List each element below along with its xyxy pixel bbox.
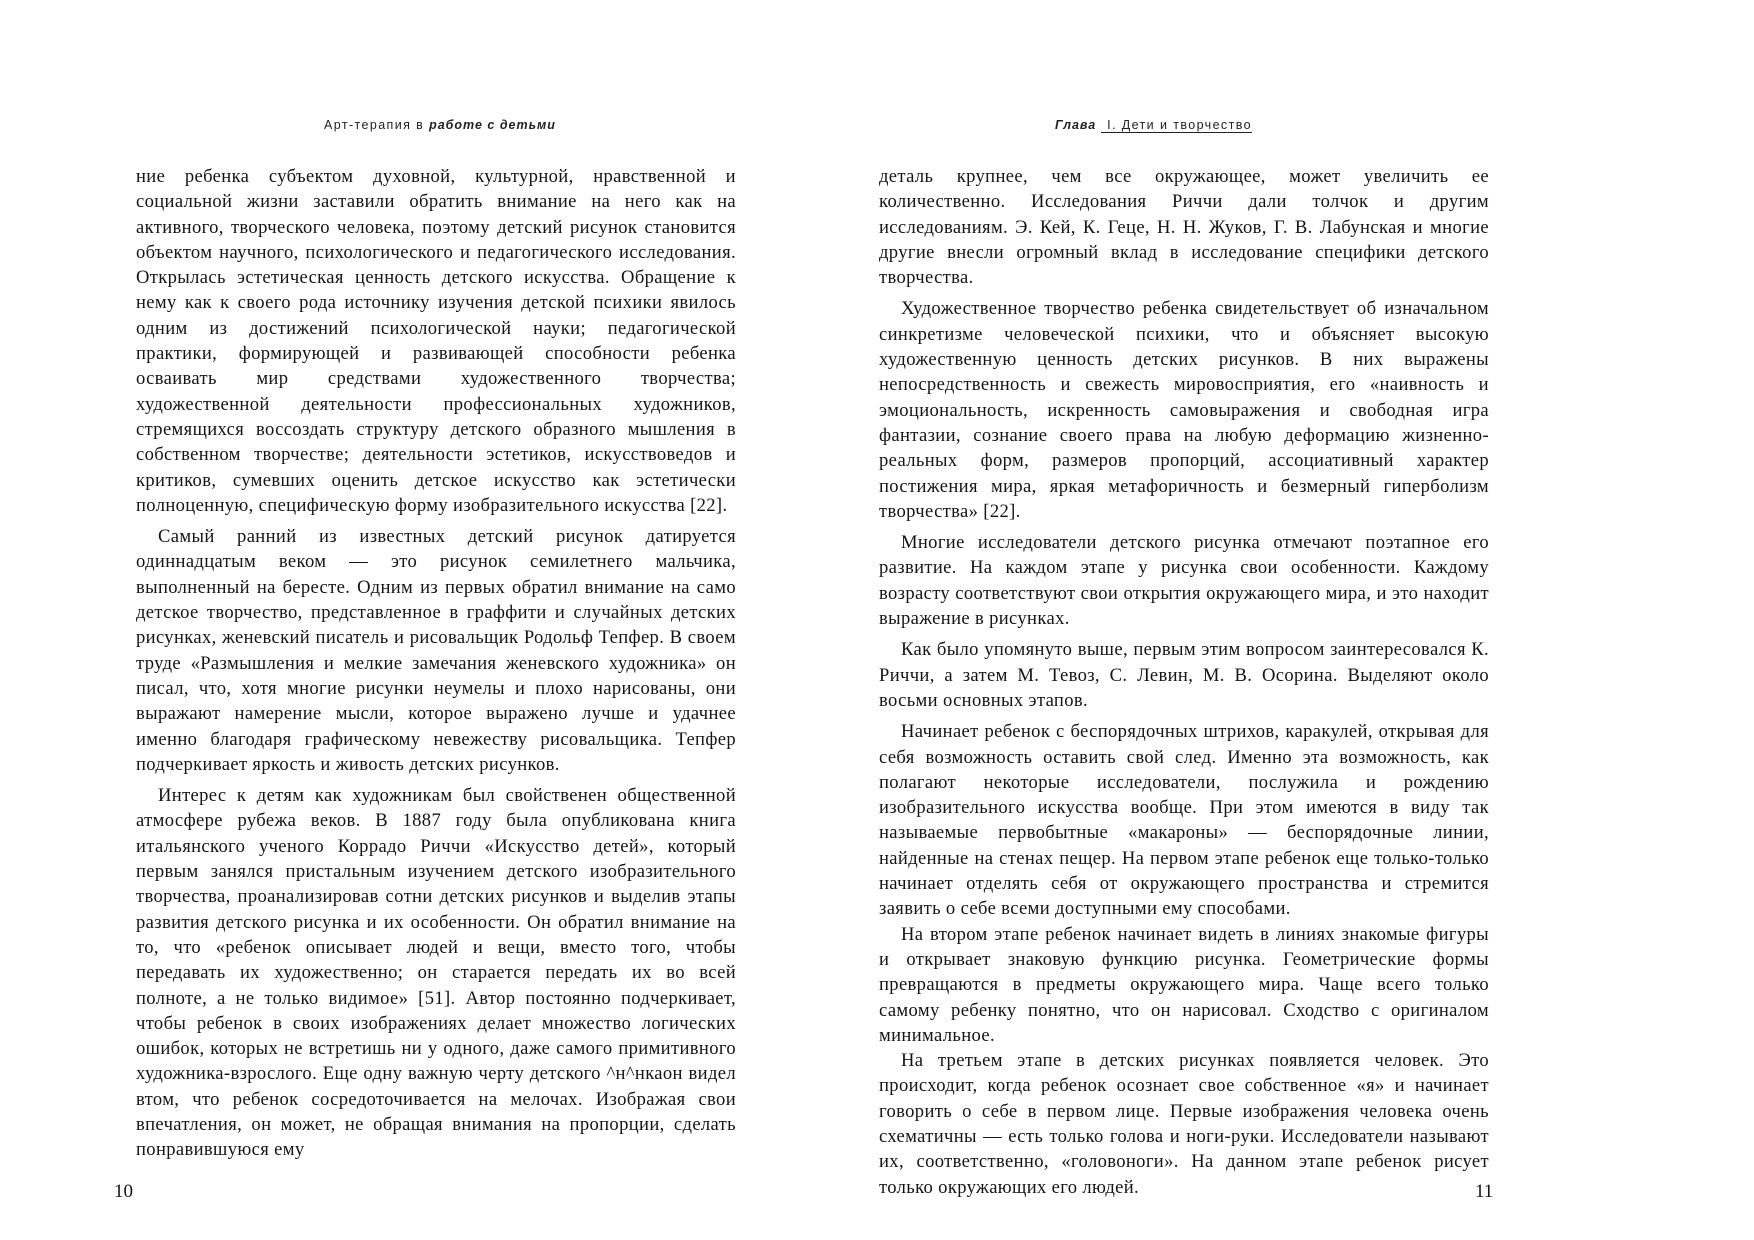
paragraph: ние ребенка субъектом духовной, культурной, нравственной и социальной жизни заставили обратить внимание на него как на активного, творческого человека, поэтому детский рисунок становится объектом научного, психологического и педагогического исследования. Открылась эстетическая ценность детского искусства. Обращение к нему как к своего рода источнику изучения детской психики явилось одним из достижений психологической науки; педагогической практики, формирующей и развивающей способности ребенка осваивать мир средствами художественного творчества; художественной деятельности профессиональных художников, стремящихся воссоздать структуру детского образного мышления в собственном творчестве; деятельности эстетиков, искусствоведов и критиков, сумевших оценить детское искусство как эстетически полноценную, специфическую форму изобразительного искусства [22]. xyxy=(136,166,736,516)
running-head-chapter-word: Глава xyxy=(1055,118,1097,132)
running-head-chapter-title: I. Дети и творчество xyxy=(1101,118,1252,133)
running-head-book-title: Арт-терапия в xyxy=(324,118,430,132)
paragraph: Художественное творчество ребенка свидетельствует об изначальном синкретизме человеческой психики, что и объясняет высокую художественную ценность детских рисунков. В них выражены непосредственность и свежесть мировосприятия, его «наивность и эмоциональность, искренность самовыражения и свободная игра фантазии, сознание своего права на любую деформацию жизненно-реальных форм, размеров пропорций, ассоциативный характер постижения мира, яркая метафоричность и безмерный гиперболизм творчества» [22]. xyxy=(879,298,1489,522)
paragraph: Интерес к детям как художникам был свойственен общественной атмосфере рубежа веков. В 1887 году была опубликована книга итальянского ученого Коррадо Риччи «Искусство детей», который первым занялся пристальным изучением детского изобразительного творчества, проанализировав сотни детских рисунков и выделив этапы развития детского рисунка и их особенности. Он обратил внимание на то, что «ребенок описывает людей и вещи, вместо того, чтобы передавать их художественно; он старается передать их во всей полноте, а не только видимое» [51]. Автор постоянно подчеркивает, чтобы ребенок в своих изображениях делает множество логических ошибок, которых не встретишь ни у одного, даже самого примитивного художника-взрослого. Еще одну важную черту детского ^н^нкаон видел втом, что ребенок сосредоточивается на мелочах. Изображая свои впечатления, он может, не обращая внимания на пропорции, сделать понравившуюся ему xyxy=(136,785,736,1161)
paragraph: На втором этапе ребенок начинает видеть в линиях знакомые фигуры и открывает знаковую функцию рисунка. Геометрические формы превращаются в предметы окружающего мира. Чаще всего только самому ребенку понятно, что он нарисовал. Сходство с оригиналом минимальное. xyxy=(879,923,1489,1046)
paragraph: Начинает ребенок с беспорядочных штрихов, каракулей, открывая для себя возможность оставить свой след. Именно эта возможность, как полагают некоторые исследователи, послужила и рождению изобразительного искусства вообще. При этом имеются в виду так называемые первобытные «макароны» — беспорядочные линии, найденные на стенах пещер. На первом этапе ребенок еще только-только начинает отделять себя от окружающего пространства и стремится заявить о себе всеми доступными ему способами. xyxy=(879,721,1489,920)
page-number-right: 11 xyxy=(1475,1181,1494,1202)
running-head-left xyxy=(324,118,556,132)
paragraph: Как было упомянуто выше, первым этим вопросом заинтересовался К. Риччи, а затем М. Тевоз, С. Левин, М. В. Осорина. Выделяют около восьми основных этапов. xyxy=(879,639,1489,711)
page-number-left: 10 xyxy=(114,1181,133,1202)
paragraph: Многие исследователи детского рисунка отмечают поэтапное его развитие. На каждом этапе у рисунка свои особенности. Каждому возрасту соответствуют свои открытия окружающего мира, и это находит выражение в рисунках. xyxy=(879,532,1489,630)
paragraph: деталь крупнее, чем все окружающее, может увеличить ее количественно. Исследования Риччи дали толчок и другим исследованиям. Э. Кей, К. Геце, Н. Н. Жуков, Г. В. Лабунская и многие другие внесли огромный вклад в исследование специфики детского творчества. xyxy=(879,166,1489,289)
running-head-right xyxy=(1055,118,1252,132)
right-page-body xyxy=(879,164,1489,1200)
paragraph: На третьем этапе в детских рисунках появляется человек. Это происходит, когда ребенок осознает свое собственное «я» и начинает говорить о себе в первом лице. Первые изображения человека очень схематичны — есть только голова и ноги-руки. Исследователи называют их, соответственно, «головоноги». На данном этапе ребенок рисует только окружающих его людей. xyxy=(879,1050,1489,1198)
left-page-body xyxy=(136,164,736,1163)
running-head-book-title-italic: работе с детьми xyxy=(429,118,556,132)
right-page xyxy=(877,0,1754,1240)
paragraph: Самый ранний из известных детский рисунок датируется одиннадцатым веком — это рисунок семилетнего мальчика, выполненный на бересте. Одним из первых обратил внимание на само детское творчество, представленное в граффити и случайных детских рисунках, женевский писатель и рисовальщик Родольф Тепфер. В своем труде «Размышления и мелкие замечания женевского художника» он писал, что, хотя многие рисунки неумелы и плохо нарисованы, они выражают намерение мысли, которое выражено лучше и удачнее именно благодаря графическому невежеству рисовальщика. Тепфер подчеркивает яркость и живость детских рисунков. xyxy=(136,526,736,775)
